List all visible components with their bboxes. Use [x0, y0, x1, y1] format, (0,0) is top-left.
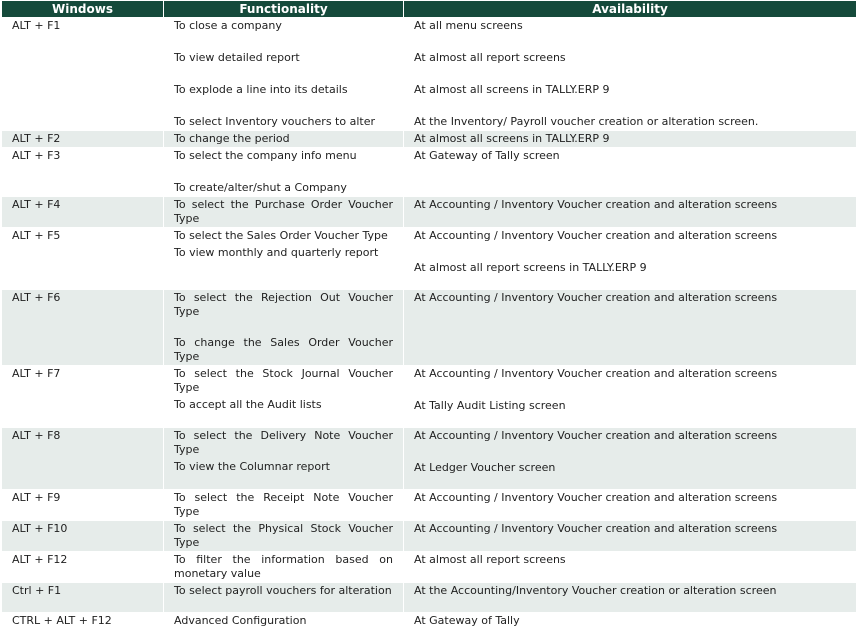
functionality-cell — [164, 613, 404, 630]
availability-text: At Accounting / Inventory Voucher creation and alteration screens — [414, 522, 778, 535]
shortcut-key: CTRL + ALT + F12 — [2, 613, 164, 630]
header-functionality: Functionality — [164, 1, 404, 18]
table-row — [2, 583, 857, 613]
header-row — [2, 1, 857, 18]
shortcut-key: Ctrl + F1 — [2, 583, 164, 613]
functionality-cell — [164, 583, 404, 613]
shortcut-key: ALT + F3 — [2, 148, 164, 197]
table-row — [2, 148, 857, 197]
functionality-text: To select the Delivery Note Voucher Type — [174, 429, 393, 456]
availability-text: At Accounting / Inventory Voucher creation and alteration screens — [414, 291, 778, 304]
shortcut-key: ALT + F2 — [2, 131, 164, 148]
functionality-text: To select Inventory vouchers to alter — [174, 115, 375, 128]
shortcut-key: ALT + F4 — [2, 197, 164, 228]
availability-cell — [404, 197, 857, 228]
functionality-cell — [164, 18, 404, 131]
table-row — [2, 228, 857, 290]
functionality-cell — [164, 490, 404, 521]
functionality-text: To explode a line into its details — [174, 83, 348, 96]
availability-text: At the Inventory/ Payroll voucher creation or alteration screen. — [414, 115, 759, 128]
functionality-text: To select the company info menu — [174, 149, 357, 162]
functionality-cell — [164, 148, 404, 197]
availability-cell — [404, 366, 857, 428]
functionality-cell — [164, 131, 404, 148]
shortcut-table — [1, 0, 857, 630]
functionality-text: To select payroll vouchers for alteration — [174, 584, 392, 597]
table-row — [2, 490, 857, 521]
functionality-text: To create/alter/shut a Company — [174, 181, 347, 194]
functionality-text: To view monthly and quarterly report — [174, 246, 379, 259]
availability-text: At the Accounting/Inventory Voucher creation or alteration screen — [414, 584, 777, 597]
shortcut-key: ALT + F12 — [2, 552, 164, 583]
functionality-text: To select the Receipt Note Voucher Type — [174, 491, 393, 518]
availability-text: At almost all screens in TALLY.ERP 9 — [414, 83, 610, 96]
functionality-text: To change the period — [174, 132, 290, 145]
shortcut-key: ALT + F9 — [2, 490, 164, 521]
shortcut-key: ALT + F1 — [2, 18, 164, 131]
availability-cell — [404, 552, 857, 583]
availability-cell — [404, 148, 857, 197]
availability-cell — [404, 583, 857, 613]
availability-text: At almost all screens in TALLY.ERP 9 — [414, 132, 610, 145]
functionality-cell — [164, 290, 404, 366]
availability-text: At Ledger Voucher screen — [414, 461, 556, 474]
functionality-text: To select the Sales Order Voucher Type — [174, 229, 388, 242]
functionality-text: To select the Stock Journal Voucher Type — [174, 367, 393, 394]
availability-cell — [404, 428, 857, 490]
functionality-text: To change the Sales Order Voucher Type — [174, 336, 393, 363]
functionality-text: To select the Rejection Out Voucher Type — [174, 291, 393, 318]
table-row — [2, 290, 857, 366]
shortcut-key: ALT + F6 — [2, 290, 164, 366]
table-row — [2, 131, 857, 148]
table-row — [2, 366, 857, 428]
table-row — [2, 18, 857, 131]
functionality-text: To view detailed report — [174, 51, 300, 64]
availability-cell — [404, 131, 857, 148]
table-row — [2, 521, 857, 552]
availability-cell — [404, 228, 857, 290]
table-row — [2, 428, 857, 490]
functionality-text: To filter the information based on monetary value — [174, 553, 393, 580]
functionality-text: To view the Columnar report — [174, 460, 330, 473]
availability-cell — [404, 18, 857, 131]
availability-cell — [404, 521, 857, 552]
availability-text: At Accounting / Inventory Voucher creation and alteration screens — [414, 367, 778, 380]
availability-text: At Gateway of Tally — [414, 614, 520, 627]
functionality-cell — [164, 428, 404, 490]
availability-text: At all menu screens — [414, 19, 523, 32]
table-row — [2, 613, 857, 630]
availability-text: At Accounting / Inventory Voucher creation and alteration screens — [414, 198, 778, 211]
shortcut-key: ALT + F10 — [2, 521, 164, 552]
table-row — [2, 552, 857, 583]
shortcut-key: ALT + F8 — [2, 428, 164, 490]
header-availability: Availability — [404, 1, 857, 18]
functionality-cell — [164, 521, 404, 552]
functionality-cell — [164, 197, 404, 228]
shortcut-key: ALT + F5 — [2, 228, 164, 290]
functionality-cell — [164, 366, 404, 428]
functionality-text: Advanced Configuration — [174, 614, 307, 627]
functionality-text: To accept all the Audit lists — [174, 398, 322, 411]
functionality-cell — [164, 552, 404, 583]
functionality-text: To select the Physical Stock Voucher Type — [174, 522, 393, 549]
availability-text: At Gateway of Tally screen — [414, 149, 560, 162]
availability-text: At Tally Audit Listing screen — [414, 399, 566, 412]
availability-cell — [404, 613, 857, 630]
availability-cell — [404, 490, 857, 521]
header-windows: Windows — [2, 1, 164, 18]
functionality-text: To close a company — [174, 19, 282, 32]
availability-text: At almost all report screens in TALLY.ERP 9 — [414, 261, 647, 274]
functionality-text: To select the Purchase Order Voucher Type — [174, 198, 393, 225]
availability-text: At Accounting / Inventory Voucher creation and alteration screens — [414, 491, 778, 504]
table-row — [2, 197, 857, 228]
shortcut-key: ALT + F7 — [2, 366, 164, 428]
availability-text: At Accounting / Inventory Voucher creation and alteration screens — [414, 429, 778, 442]
functionality-cell — [164, 228, 404, 290]
availability-text: At almost all report screens — [414, 553, 566, 566]
availability-text: At almost all report screens — [414, 51, 566, 64]
availability-text: At Accounting / Inventory Voucher creation and alteration screens — [414, 229, 778, 242]
availability-cell — [404, 290, 857, 366]
